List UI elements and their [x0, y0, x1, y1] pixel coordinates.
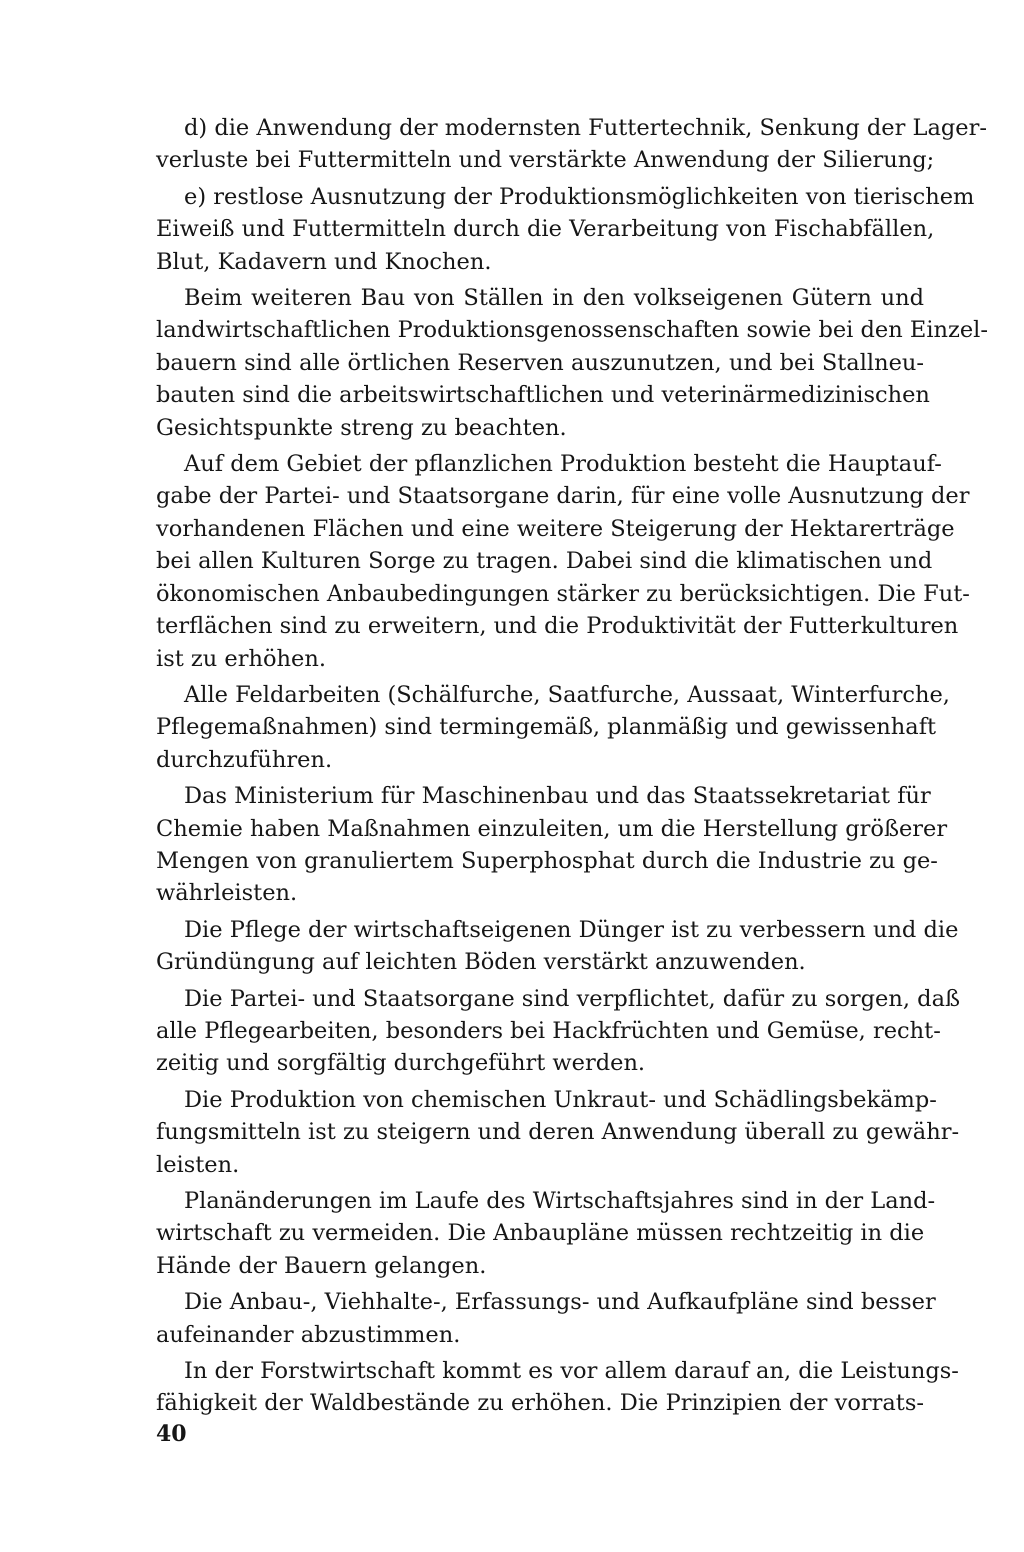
text-line: Chemie haben Maßnahmen einzuleiten, um die Herstellung größerer [156, 815, 948, 842]
text-line: Hände der Bauern gelangen. [156, 1252, 487, 1279]
text-line: Die Produktion von chemischen Unkraut- und Schädlingsbekämp- [184, 1086, 937, 1113]
text-line: leisten. [156, 1151, 240, 1178]
text-line: ist zu erhöhen. [156, 645, 326, 672]
paragraph [156, 780, 948, 910]
page-number: 40 [156, 1421, 187, 1447]
text-line: bauten sind die arbeitswirtschaftlichen und veterinärmedizinischen [156, 382, 930, 409]
text-line: wirtschaft zu vermeiden. Die Anbaupläne müssen rechtzeitig in die [156, 1220, 925, 1247]
text-line: fungsmitteln ist zu steigern und deren Anwendung überall zu gewähr- [156, 1119, 960, 1146]
text-line: Blut, Kadavern und Knochen. [156, 248, 492, 275]
text-line: alle Pflegearbeiten, besonders bei Hackfrüchten und Gemüse, recht- [156, 1017, 941, 1044]
paragraph [156, 983, 961, 1080]
text-line: ökonomischen Anbaubedingungen stärker zu berücksichtigen. Die Fut- [156, 580, 970, 607]
paragraph [156, 679, 950, 776]
text-line: bei allen Kulturen Sorge zu tragen. Dabei sind die klimatischen und [156, 548, 933, 575]
text-line: Pflegemaßnahmen) sind termingemäß, planmäßig und gewissenhaft [156, 714, 937, 741]
text-line: Mengen von granuliertem Superphosphat durch die Industrie zu ge- [156, 847, 938, 874]
paragraph [156, 914, 959, 979]
text-line: d) die Anwendung der modernsten Futtertechnik, Senkung der Lager- [184, 115, 987, 141]
text-line: währleisten. [156, 880, 298, 907]
page-body [156, 112, 988, 1424]
text-line: Gesichtspunkte streng zu beachten. [156, 414, 567, 441]
text-line: Die Partei- und Staatsorgane sind verpflichtet, dafür zu sorgen, daß [184, 985, 961, 1012]
text-line: verluste bei Futtermitteln und verstärkte Anwendung der Silierung; [156, 147, 935, 174]
text-line: Planänderungen im Laufe des Wirtschaftsjahres sind in der Land- [184, 1188, 936, 1214]
paragraph [156, 181, 975, 278]
text-line: Eiweiß und Futtermitteln durch die Verarbeitung von Fischabfällen, [156, 216, 935, 243]
paragraph [156, 282, 988, 444]
text-line: Die Anbau-, Viehhalte-, Erfassungs- und Aufkaufpläne sind besser [184, 1289, 936, 1316]
text-line: fähigkeit der Waldbestände zu erhöhen. Die Prinzipien der vorrats- [156, 1390, 924, 1417]
paragraph [156, 1286, 936, 1351]
paragraph [156, 448, 970, 675]
text-line: vorhandenen Flächen und eine weitere Steigerung der Hektarerträge [156, 515, 955, 542]
text-line: durchzuführen. [156, 746, 333, 773]
text-line: Die Pflege der wirtschaftseigenen Dünger ist zu verbessern und die [184, 916, 959, 943]
text-line: e) restlose Ausnutzung der Produktionsmöglichkeiten von tierischem [184, 183, 975, 210]
text-line: terflächen sind zu erweitern, und die Produktivität der Futterkulturen [156, 613, 959, 640]
paragraph [156, 1355, 959, 1420]
text-line: bauern sind alle örtlichen Reserven auszunutzen, und bei Stallneu- [156, 349, 924, 376]
text-line: Das Ministerium für Maschinenbau und das Staatssekretariat für [184, 783, 931, 810]
paragraph [156, 1185, 936, 1282]
text-line: In der Forstwirtschaft kommt es vor allem darauf an, die Leistungs- [184, 1358, 959, 1385]
text-line: aufeinander abzustimmen. [156, 1321, 461, 1348]
text-line: landwirtschaftlichen Produktionsgenossenschaften sowie bei den Einzel- [156, 317, 988, 344]
text-line: Gründüngung auf leichten Böden verstärkt anzuwenden. [156, 949, 806, 976]
text-line: gabe der Partei- und Staatsorgane darin, für eine volle Ausnutzung der [156, 483, 970, 510]
paragraph [156, 1084, 960, 1181]
paragraph [156, 112, 987, 177]
text-line: Beim weiteren Bau von Ställen in den volkseigenen Gütern und [184, 285, 924, 312]
text-line: zeitig und sorgfältig durchgeführt werden. [156, 1050, 646, 1077]
text-line: Alle Feldarbeiten (Schälfurche, Saatfurche, Aussaat, Winterfurche, [184, 681, 950, 708]
text-line: Auf dem Gebiet der pflanzlichen Produktion besteht die Hauptauf- [184, 451, 942, 478]
